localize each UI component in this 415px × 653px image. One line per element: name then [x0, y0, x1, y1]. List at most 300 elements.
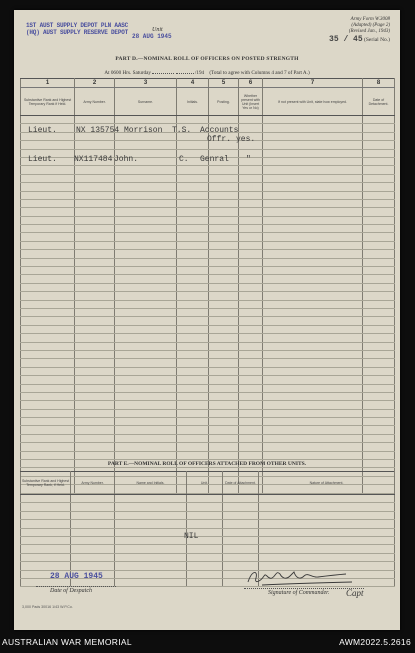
form-page [14, 10, 400, 630]
table-cell [177, 401, 209, 409]
table-cell [115, 511, 187, 519]
table-row [21, 275, 395, 283]
table-cell [75, 292, 115, 300]
table-cell [239, 426, 263, 434]
footer-institution: AUSTRALIAN WAR MEMORIAL [2, 637, 132, 647]
entry-2-surname: John. [114, 155, 139, 164]
table-cell [21, 208, 75, 216]
table-cell [239, 275, 263, 283]
table-cell [263, 367, 363, 375]
table-cell [363, 434, 395, 442]
table-cell [115, 334, 177, 342]
table-cell [21, 292, 75, 300]
table-row [21, 174, 395, 182]
table-cell [263, 124, 363, 132]
table-cell [75, 191, 115, 199]
table-cell [115, 199, 177, 207]
table-cell [209, 225, 239, 233]
table-cell [115, 258, 177, 266]
table-cell [209, 308, 239, 316]
table-cell [75, 376, 115, 384]
table-cell [177, 409, 209, 417]
serial-label: (Serial No.) [364, 37, 390, 43]
column-headings-row: Substantive Rank and Highest Temporary Rank if Held. Army Number. Surname. Initials. Posting. Whether present with Unit (Insert Yes or No) If not present with Unit, state how employed. Date of Detachment. [21, 88, 395, 116]
table-cell [263, 132, 363, 140]
table-cell [363, 241, 395, 249]
table-cell [363, 199, 395, 207]
table-cell [239, 443, 263, 451]
table-cell [209, 267, 239, 275]
table-cell [177, 267, 209, 275]
table-cell [363, 157, 395, 165]
table-row [21, 250, 395, 258]
table-cell [177, 275, 209, 283]
table-cell [115, 443, 177, 451]
table-row [21, 367, 395, 375]
table-cell [115, 317, 177, 325]
table-cell [263, 157, 363, 165]
table-cell [177, 325, 209, 333]
table-row [21, 334, 395, 342]
table-cell [75, 350, 115, 358]
table-row [21, 536, 395, 544]
table-cell [21, 418, 75, 426]
table-cell [177, 418, 209, 426]
table-cell [363, 141, 395, 149]
table-cell [223, 495, 259, 503]
table-cell [263, 199, 363, 207]
table-cell [363, 426, 395, 434]
table-cell [71, 511, 115, 519]
table-cell [263, 241, 363, 249]
table-cell [263, 258, 363, 266]
table-cell [239, 233, 263, 241]
table-cell [115, 528, 187, 536]
table-row [21, 267, 395, 275]
table-cell [239, 283, 263, 291]
table-cell [223, 553, 259, 561]
table-cell [21, 325, 75, 333]
table-cell [187, 562, 223, 570]
table-cell [259, 536, 395, 544]
table-cell [75, 384, 115, 392]
table-cell [75, 418, 115, 426]
table-cell [363, 418, 395, 426]
table-cell [263, 426, 363, 434]
table-cell [21, 528, 71, 536]
table-cell [75, 183, 115, 191]
table-cell [263, 300, 363, 308]
table-cell [115, 250, 177, 258]
table-cell [239, 166, 263, 174]
table-cell [75, 451, 115, 459]
table-cell [115, 401, 177, 409]
table-row [21, 376, 395, 384]
table-cell [115, 275, 177, 283]
table-cell [115, 451, 177, 459]
table-cell [263, 116, 363, 124]
table-cell [177, 258, 209, 266]
table-cell [209, 183, 239, 191]
table-cell [263, 208, 363, 216]
entry-1-initials: T.S. [172, 126, 192, 135]
table-cell [239, 334, 263, 342]
table-cell [209, 258, 239, 266]
table-cell [115, 283, 177, 291]
table-cell [71, 503, 115, 511]
table-cell [75, 342, 115, 350]
table-cell [21, 562, 71, 570]
table-cell [263, 149, 363, 157]
table-row [21, 418, 395, 426]
table-cell [263, 141, 363, 149]
table-cell [115, 216, 177, 224]
table-cell [71, 553, 115, 561]
table-cell [187, 503, 223, 511]
table-cell [177, 317, 209, 325]
table-row [21, 283, 395, 291]
table-cell [263, 434, 363, 442]
signature-image [242, 566, 362, 590]
table-row [21, 199, 395, 207]
table-cell [239, 116, 263, 124]
table-row [21, 553, 395, 561]
table-cell [75, 250, 115, 258]
table-cell [239, 300, 263, 308]
table-cell [239, 350, 263, 358]
table-cell [209, 233, 239, 241]
table-cell [263, 225, 363, 233]
table-cell [21, 536, 71, 544]
table-cell [363, 174, 395, 182]
table-cell [115, 342, 177, 350]
table-cell [209, 208, 239, 216]
table-cell [263, 401, 363, 409]
table-cell [239, 376, 263, 384]
table-cell [263, 443, 363, 451]
entry-1-number: NX 135754 [76, 126, 120, 135]
table-cell [75, 367, 115, 375]
part-d-title: PART D.—NOMINAL ROLL OF OFFICERS ON POSTED STRENGTH [115, 56, 299, 62]
entry-2-number: NX117484 [74, 155, 113, 164]
table-cell [209, 325, 239, 333]
table-cell [75, 308, 115, 316]
table-cell [177, 342, 209, 350]
table-cell [363, 216, 395, 224]
table-cell [177, 292, 209, 300]
table-cell [115, 545, 187, 553]
table-cell [187, 553, 223, 561]
table-cell [115, 359, 177, 367]
table-cell [209, 384, 239, 392]
table-cell [177, 350, 209, 358]
table-cell [259, 495, 395, 503]
table-cell [239, 250, 263, 258]
table-cell [363, 317, 395, 325]
table-cell [75, 283, 115, 291]
table-cell [263, 166, 363, 174]
table-cell [209, 191, 239, 199]
table-cell [115, 350, 177, 358]
table-cell [239, 124, 263, 132]
table-cell [239, 267, 263, 275]
table-cell [239, 359, 263, 367]
table-row [21, 166, 395, 174]
table-cell [115, 570, 187, 578]
table-cell [177, 308, 209, 316]
table-cell [21, 553, 71, 561]
table-row [21, 545, 395, 553]
table-cell [209, 292, 239, 300]
table-row [21, 495, 395, 503]
table-cell [177, 174, 209, 182]
table-cell [115, 225, 177, 233]
table-cell [21, 342, 75, 350]
table-cell [263, 233, 363, 241]
table-cell [21, 520, 71, 528]
table-cell [363, 233, 395, 241]
table-cell [115, 300, 177, 308]
table-cell [177, 334, 209, 342]
table-cell [21, 392, 75, 400]
table-cell [363, 191, 395, 199]
table-cell [209, 409, 239, 417]
table-cell [75, 426, 115, 434]
table-cell [239, 225, 263, 233]
table-row [21, 300, 395, 308]
footer-accession-number: AWM2022.5.2616 [339, 637, 411, 647]
table-cell [75, 216, 115, 224]
table-cell [263, 350, 363, 358]
table-cell [209, 418, 239, 426]
table-row [21, 258, 395, 266]
table-cell [115, 308, 177, 316]
table-cell [363, 325, 395, 333]
table-cell [209, 401, 239, 409]
table-cell [177, 392, 209, 400]
table-cell [75, 225, 115, 233]
table-cell [115, 208, 177, 216]
table-row [21, 520, 395, 528]
table-cell [177, 191, 209, 199]
table-cell [239, 325, 263, 333]
table-cell [209, 443, 239, 451]
table-cell [115, 384, 177, 392]
table-cell [21, 451, 75, 459]
table-cell [187, 511, 223, 519]
table-cell [115, 520, 187, 528]
table-cell [115, 376, 177, 384]
table-cell [363, 409, 395, 417]
table-cell [177, 216, 209, 224]
table-cell [21, 267, 75, 275]
part-d-subtitle: At 0600 Hrs. Saturday /194 (Total to agree with Columns 4 and 7 of Part A.) [104, 70, 310, 76]
table-cell [239, 258, 263, 266]
table-cell [263, 250, 363, 258]
entry-2-posting: Genral [200, 155, 229, 164]
table-cell [239, 174, 263, 182]
table-cell [21, 350, 75, 358]
table-cell [263, 317, 363, 325]
table-cell [209, 116, 239, 124]
table-cell [115, 392, 177, 400]
table-cell [263, 325, 363, 333]
table-cell [115, 233, 177, 241]
table-cell [263, 359, 363, 367]
entry-1-present: yes. [236, 135, 256, 144]
table-cell [71, 545, 115, 553]
table-cell [363, 258, 395, 266]
table-cell [263, 384, 363, 392]
table-row [21, 208, 395, 216]
table-cell [239, 317, 263, 325]
table-cell [209, 451, 239, 459]
table-cell [115, 325, 177, 333]
entry-1-rank: Lieut. [28, 126, 57, 135]
table-row [21, 183, 395, 191]
table-cell [363, 342, 395, 350]
table-row [21, 503, 395, 511]
table-cell [21, 258, 75, 266]
table-cell [75, 174, 115, 182]
table-row [21, 292, 395, 300]
table-cell [363, 376, 395, 384]
table-cell [71, 520, 115, 528]
table-cell [21, 409, 75, 417]
table-cell [115, 503, 187, 511]
table-cell [363, 367, 395, 375]
table-cell [21, 434, 75, 442]
table-cell [177, 376, 209, 384]
table-cell [21, 225, 75, 233]
table-cell [363, 359, 395, 367]
table-cell [239, 241, 263, 249]
table-cell [177, 183, 209, 191]
table-cell [115, 292, 177, 300]
printer-note: 3,000 Pads 30016 1/43 W.P.Co. [22, 605, 73, 609]
table-cell [115, 495, 187, 503]
table-row [21, 443, 395, 451]
table-cell [259, 511, 395, 519]
table-cell [363, 267, 395, 275]
table-cell [21, 233, 75, 241]
table-cell [75, 208, 115, 216]
table-cell [71, 495, 115, 503]
table-cell [21, 308, 75, 316]
table-cell [263, 267, 363, 275]
table-row [21, 434, 395, 442]
table-row [21, 401, 395, 409]
table-cell [363, 283, 395, 291]
table-cell [21, 216, 75, 224]
table-cell [21, 511, 71, 519]
table-cell [75, 359, 115, 367]
table-cell [363, 183, 395, 191]
table-cell [363, 451, 395, 459]
table-cell [21, 495, 71, 503]
table-cell [177, 434, 209, 442]
table-cell [209, 199, 239, 207]
table-cell [75, 275, 115, 283]
table-cell [71, 536, 115, 544]
table-cell [115, 191, 177, 199]
table-cell [209, 350, 239, 358]
entry-1-posting-cont: Offr. [207, 135, 232, 144]
table-cell [263, 283, 363, 291]
table-cell [363, 275, 395, 283]
table-cell [75, 409, 115, 417]
table-cell [223, 536, 259, 544]
table-cell [209, 434, 239, 442]
table-row [21, 511, 395, 519]
table-cell [263, 392, 363, 400]
part-e-nil: NIL [184, 532, 199, 541]
table-cell [115, 367, 177, 375]
table-cell [209, 367, 239, 375]
table-cell [263, 418, 363, 426]
table-cell [363, 250, 395, 258]
table-cell [75, 141, 115, 149]
table-cell [21, 166, 75, 174]
table-cell [209, 426, 239, 434]
table-cell [209, 342, 239, 350]
table-cell [363, 300, 395, 308]
table-cell [75, 401, 115, 409]
table-cell [177, 241, 209, 249]
table-cell [71, 528, 115, 536]
table-cell [263, 409, 363, 417]
table-cell [259, 528, 395, 536]
table-cell [21, 250, 75, 258]
table-cell [363, 132, 395, 140]
table-cell [209, 166, 239, 174]
table-cell [115, 166, 177, 174]
table-cell [363, 334, 395, 342]
table-cell [71, 562, 115, 570]
table-cell [21, 183, 75, 191]
table-row [21, 241, 395, 249]
table-cell [239, 401, 263, 409]
table-row [21, 191, 395, 199]
table-cell [239, 292, 263, 300]
signature-label: Signature of Commander. [268, 590, 330, 596]
table-cell [75, 116, 115, 124]
table-cell [363, 124, 395, 132]
table-row [21, 325, 395, 333]
table-cell [209, 392, 239, 400]
table-cell [209, 334, 239, 342]
table-cell [177, 384, 209, 392]
table-cell [21, 300, 75, 308]
table-cell [21, 443, 75, 451]
table-cell [75, 434, 115, 442]
table-cell [115, 562, 187, 570]
table-cell [187, 495, 223, 503]
table-cell [209, 250, 239, 258]
table-cell [209, 359, 239, 367]
table-cell [115, 418, 177, 426]
table-cell [75, 267, 115, 275]
table-cell [363, 116, 395, 124]
table-cell [209, 300, 239, 308]
table-cell [263, 451, 363, 459]
table-cell [115, 267, 177, 275]
table-cell [21, 334, 75, 342]
unit-stamp: 1ST AUST SUPPLY DEPOT PLN AASC (HQ) AUST SUPPLY RESERVE DEPOT [26, 22, 129, 36]
table-cell [239, 409, 263, 417]
date-stamp-despatch: 28 AUG 1945 [50, 572, 103, 581]
table-cell [223, 520, 259, 528]
